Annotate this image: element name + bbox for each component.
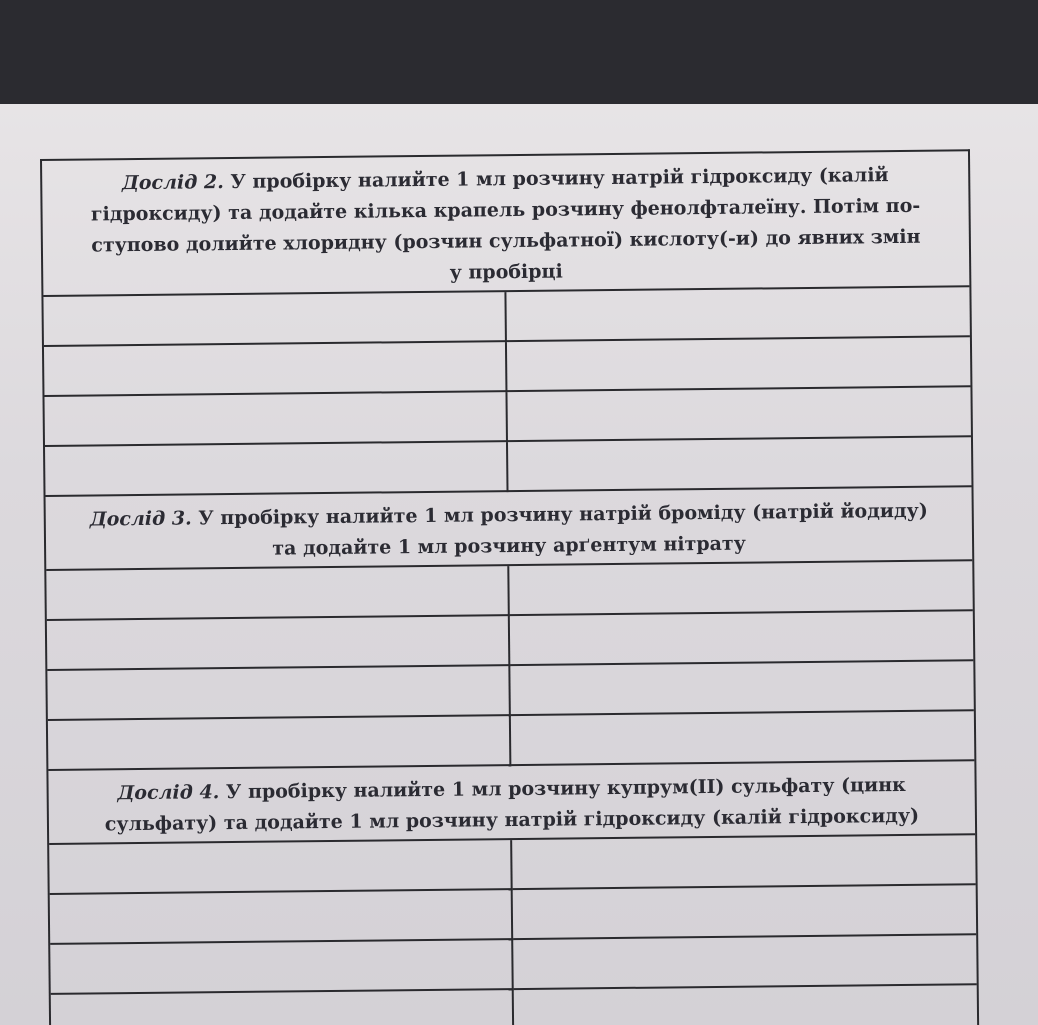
experiment-2-header	[42, 151, 969, 297]
table-cell[interactable]	[43, 292, 506, 347]
experiment-3-grid	[46, 561, 974, 771]
worksheet-table	[40, 149, 979, 1025]
table-cell[interactable]	[44, 342, 507, 397]
experiment-3-label: Дослід 3.	[89, 507, 192, 531]
table-cell[interactable]	[513, 935, 976, 990]
experiment-3-header	[46, 487, 973, 571]
table-cell[interactable]	[47, 666, 510, 721]
table-cell[interactable]	[44, 392, 507, 447]
table-cell[interactable]	[50, 890, 513, 945]
table-cell[interactable]	[49, 840, 512, 895]
table-cell[interactable]	[511, 711, 974, 766]
experiment-4-grid	[49, 835, 977, 1025]
table-cell[interactable]	[48, 716, 511, 771]
table-cell[interactable]	[510, 611, 973, 666]
table-cell[interactable]	[513, 885, 976, 940]
table-cell[interactable]	[51, 990, 514, 1025]
table-cell[interactable]	[508, 437, 971, 492]
experiment-4-label: Дослід 4.	[117, 781, 220, 805]
experiment-3-text: У пробірку налийте 1 мл розчину натрій броміду (натрій йодиду) та додайте 1 мл розчину арґентум нітрату	[191, 499, 928, 560]
table-cell[interactable]	[510, 661, 973, 716]
experiment-2-grid	[43, 287, 971, 497]
experiment-4-text: У пробірку налийте 1 мл розчину купрум(ІІ) сульфату (цинк сульфату) та додайте 1 мл розчину натрій гідроксиду (калій гідроксиду)	[104, 773, 920, 836]
paper-sheet	[0, 104, 1038, 1025]
table-cell[interactable]	[512, 835, 975, 890]
table-cell[interactable]	[514, 985, 977, 1025]
experiment-4-header	[48, 761, 975, 845]
table-cell[interactable]	[50, 940, 513, 995]
table-cell[interactable]	[47, 616, 510, 671]
experiment-2-text: У пробірку налийте 1 мл розчину натрій гідроксиду (калій гідроксиду) та додайте кілька крапель розчину фенолфталеїну. Потім по- ступово долийте хлоридну (розчин сульфатної) кислоту(-и) до явних змін у пробірці	[90, 164, 921, 284]
top-bar	[0, 0, 1038, 104]
table-cell[interactable]	[46, 566, 509, 621]
experiment-2-label: Дослід 2.	[121, 171, 224, 195]
table-cell[interactable]	[45, 442, 508, 497]
table-cell[interactable]	[507, 337, 970, 392]
table-cell[interactable]	[507, 387, 970, 442]
table-cell[interactable]	[509, 561, 972, 616]
table-cell[interactable]	[506, 287, 969, 342]
